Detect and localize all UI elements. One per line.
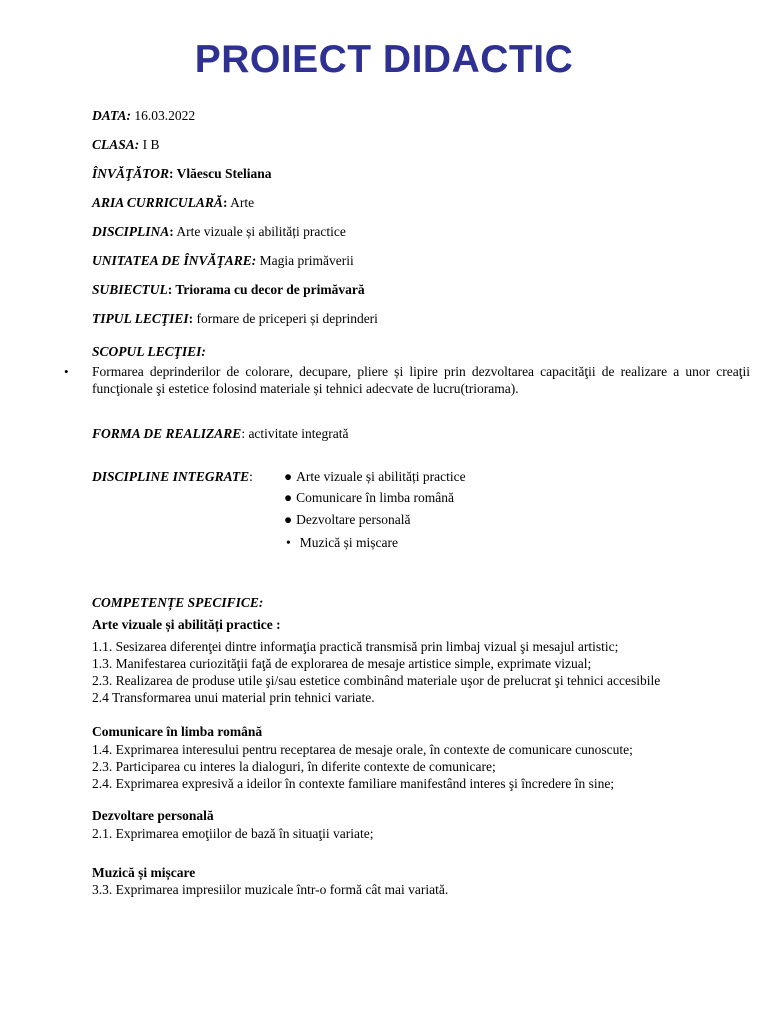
field-invatator-label: ÎNVĂŢĂTOR [92,166,170,181]
field-clasa [92,137,160,153]
competence-line: 1.3. Manifestarea curiozităţii faţă de explorarea de mesaje artistice simple, exprimate vizual; [92,656,592,671]
competence-line: 2.4. Exprimarea expresivă a ideilor în contexte familiare manifestând interes şi încredere în sine; [92,776,615,791]
forma-value: : activitate integrată [241,426,349,441]
field-subiectul-value: Triorama cu decor de primăvară [172,282,365,297]
competence-line: 3.3. Exprimarea impresiilor muzicale într-o formă cât mai variată. [92,882,449,897]
field-aria-label: ARIA CURRICULARĂ [92,195,223,210]
field-aria-colon: : [222,195,228,210]
scopul-label-text: SCOPUL LECŢIEI: [92,344,206,359]
competence-line: 1.4. Exprimarea interesului pentru receptarea de mesaje orale, în contexte de comunicare cunoscute; [92,742,633,757]
discipline-item-text: Dezvoltare personală [296,512,411,527]
field-aria [92,195,254,211]
field-tipul-label: TIPUL LECŢIEI [92,311,189,326]
section-heading: Comunicare în limba română [92,724,263,739]
field-subiectul-colon: : [167,282,173,297]
section-heading: Arte vizuale și abilități practice : [92,617,281,632]
field-data-label: DATA: [92,108,132,123]
field-subiectul-label: SUBIECTUL [92,282,168,297]
field-unitatea [92,253,354,269]
field-unitatea-value: Magia primăverii [256,253,354,268]
forma-realizare [92,426,349,442]
field-aria-value: Arte [227,195,255,210]
field-disciplina-label: DISCIPLINA [92,224,170,239]
field-disciplina [92,224,346,240]
field-disciplina-value: Arte vizuale și abilități practice [173,224,346,239]
document-title: PROIECT DIDACTIC [194,38,574,81]
field-invatator-value: Vlăescu Steliana [173,166,272,181]
field-data [92,108,195,124]
field-tipul-value: formare de priceperi și deprinderi [193,311,378,326]
discipline-colon: : [249,469,253,484]
discipline-integrate-label [92,469,253,485]
field-subiectul [92,282,365,298]
section-heading: Muzică și mișcare [92,865,196,880]
field-tipul [92,311,378,327]
competence-line: 2.3. Realizarea de produse utile şi/sau estetice combinând materiale uşor de prelucrat şi tehnici accesibile [92,673,661,688]
bullet-icon: • [286,535,291,550]
competente-label-text: COMPETENȚE SPECIFICE: [92,595,264,610]
section-heading: Dezvoltare personală [92,808,214,823]
scopul-text: Formarea deprinderilor de colorare, decupare, pliere și lipire prin dezvoltarea capacităţii de realizare a unor creaţii funcţionale şi estetice folosind materiale și tehnici adecvate de lucru(triorama). [92,364,750,396]
bullet-icon: ● [284,469,293,484]
scopul-label [92,344,206,360]
scopul-bullet: • [64,364,69,379]
discipline-item [284,490,454,506]
discipline-item-text: Comunicare în limba română [296,490,454,505]
discipline-item-text: Muzică și mișcare [299,535,398,550]
bullet-icon: ● [284,512,293,527]
field-invatator-colon: : [169,166,174,181]
competence-line: 1.1. Sesizarea diferenţei dintre informaţia practică transmisă prin limbaj vizual şi mesajul artistic; [92,639,619,654]
field-clasa-value: I B [139,137,160,152]
forma-label: FORMA DE REALIZARE [92,426,242,441]
field-tipul-colon: : [188,311,194,326]
competente-label [92,595,263,611]
field-clasa-label: CLASA: [92,137,140,152]
discipline-item [284,512,410,528]
discipline-item [286,535,398,551]
discipline-item-text: Arte vizuale și abilități practice [296,469,466,484]
competence-line: 2.4 Transformarea unui material prin tehnici variate. [92,690,375,705]
bullet-icon: ● [284,490,293,505]
field-data-value: 16.03.2022 [131,108,196,123]
competence-line: 2.1. Exprimarea emoţiilor de bază în situaţii variate; [92,826,374,841]
discipline-label: DISCIPLINE INTEGRATE [92,469,250,484]
field-invatator [92,166,272,182]
field-unitatea-label: UNITATEA DE ÎNVĂŢARE: [92,253,257,268]
field-disciplina-colon: : [169,224,174,239]
discipline-item [284,469,466,485]
competence-line: 2.3. Participarea cu interes la dialoguri, în diferite contexte de comunicare; [92,759,496,774]
